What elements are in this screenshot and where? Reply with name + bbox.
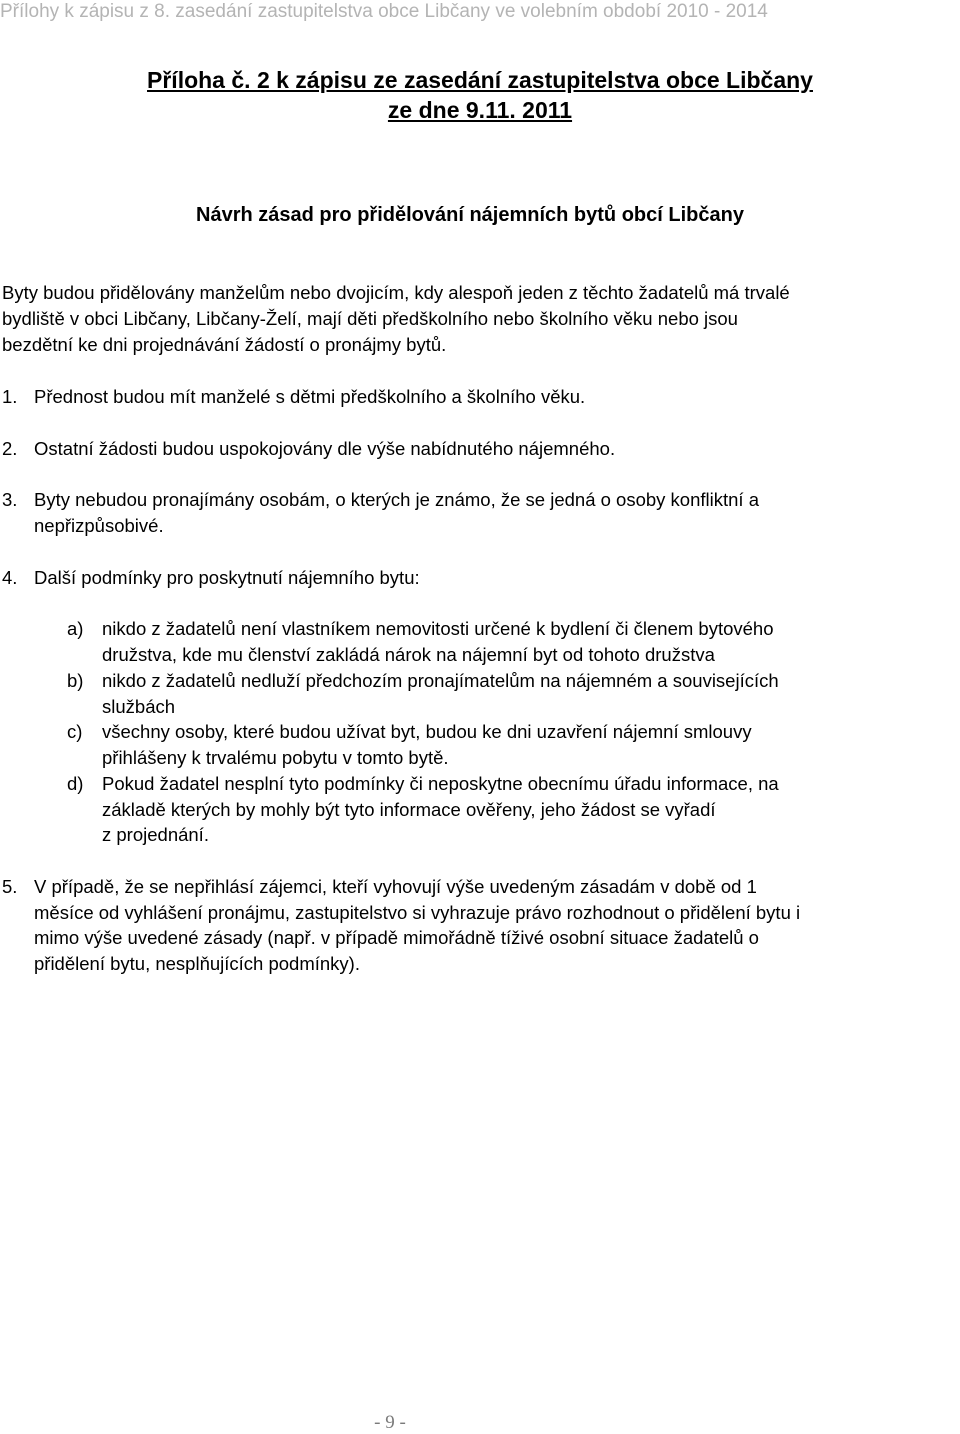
page-number: - 9 - xyxy=(374,1412,406,1433)
subitem-c-line-1: všechny osoby, které budou užívat byt, budou ke dni uzavření nájemní smlouvy xyxy=(102,721,752,742)
subitem-c-label: c) xyxy=(67,721,83,742)
subitem-a-line-2: družstva, kde mu členství zakládá nárok na nájemní byt od tohoto družstva xyxy=(102,644,715,665)
running-header: Přílohy k zápisu z 8. zasedání zastupitelstva obce Libčany ve volebním období 2010 - 2014 xyxy=(0,1,768,22)
subitem-d-line-2: základě kterých by mohly být tyto informace ověřeny, jeho žádost se vyřadí xyxy=(102,799,716,820)
intro-line-1: Byty budou přidělovány manželům nebo dvojicím, kdy alespoň jeden z těchto žadatelů má trvalé xyxy=(2,282,790,303)
item-5-text-line-3: mimo výše uvedené zásady (např. v případě mimořádně tíživé osobní situace žadatelů o xyxy=(34,927,759,948)
item-5-text-line-2: měsíce od vyhlášení pronájmu, zastupitelstvo si vyhrazuje právo rozhodnout o přidělení bytu i xyxy=(34,902,801,923)
item-3-number: 3. xyxy=(2,489,18,510)
subitem-a-line-1: nikdo z žadatelů není vlastníkem nemovitosti určené k bydlení či členem bytového xyxy=(102,618,774,639)
subitem-b-line-2: službách xyxy=(102,696,176,717)
subitem-b-label: b) xyxy=(67,670,84,691)
document-title-line-1: Příloha č. 2 k zápisu ze zasedání zastupitelstva obce Libčany xyxy=(147,67,813,93)
subitem-d-line-1: Pokud žadatel nesplní tyto podmínky či neposkytne obecnímu úřadu informace, na xyxy=(102,773,779,794)
item-3-text-line-2: nepřizpůsobivé. xyxy=(34,515,164,536)
item-2-number: 2. xyxy=(2,438,18,459)
item-1-text: Přednost budou mít manželé s dětmi předškolního a školního věku. xyxy=(34,386,586,407)
item-5-number: 5. xyxy=(2,876,18,897)
subitem-d-line-3: z projednání. xyxy=(102,824,209,845)
subitem-b-line-1: nikdo z žadatelů nedluží předchozím pronajímatelům na nájemném a souvisejících xyxy=(102,670,779,691)
document-title-line-2: ze dne 9.11. 2011 xyxy=(387,97,573,123)
item-2-text: Ostatní žádosti budou uspokojovány dle výše nabídnutého nájemného. xyxy=(34,438,616,459)
subitem-a-label: a) xyxy=(67,618,84,639)
item-5-text-line-4: přidělení bytu, nesplňujících podmínky). xyxy=(34,953,360,974)
intro-line-2: bydliště v obci Libčany, Libčany-Želí, mají děti předškolního nebo školního věku nebo jsou xyxy=(2,308,738,329)
subitem-d-label: d) xyxy=(67,773,84,794)
item-4-text: Další podmínky pro poskytnutí nájemního bytu: xyxy=(34,567,420,588)
item-3-text-line-1: Byty nebudou pronajímány osobám, o kterých je známo, že se jedná o osoby konfliktní a xyxy=(34,489,759,510)
item-4-number: 4. xyxy=(2,567,18,588)
item-1-number: 1. xyxy=(2,386,18,407)
item-5-text-line-1: V případě, že se nepřihlásí zájemci, kteří vyhovují výše uvedeným zásadám v době od 1 xyxy=(34,876,757,897)
intro-line-3: bezdětní ke dni projednávání žádostí o pronájmy bytů. xyxy=(2,334,447,355)
document-subtitle: Návrh zásad pro přidělování nájemních bytů obcí Libčany xyxy=(196,204,744,226)
subitem-c-line-2: přihlášeny k trvalému pobytu v tomto bytě. xyxy=(102,747,449,768)
